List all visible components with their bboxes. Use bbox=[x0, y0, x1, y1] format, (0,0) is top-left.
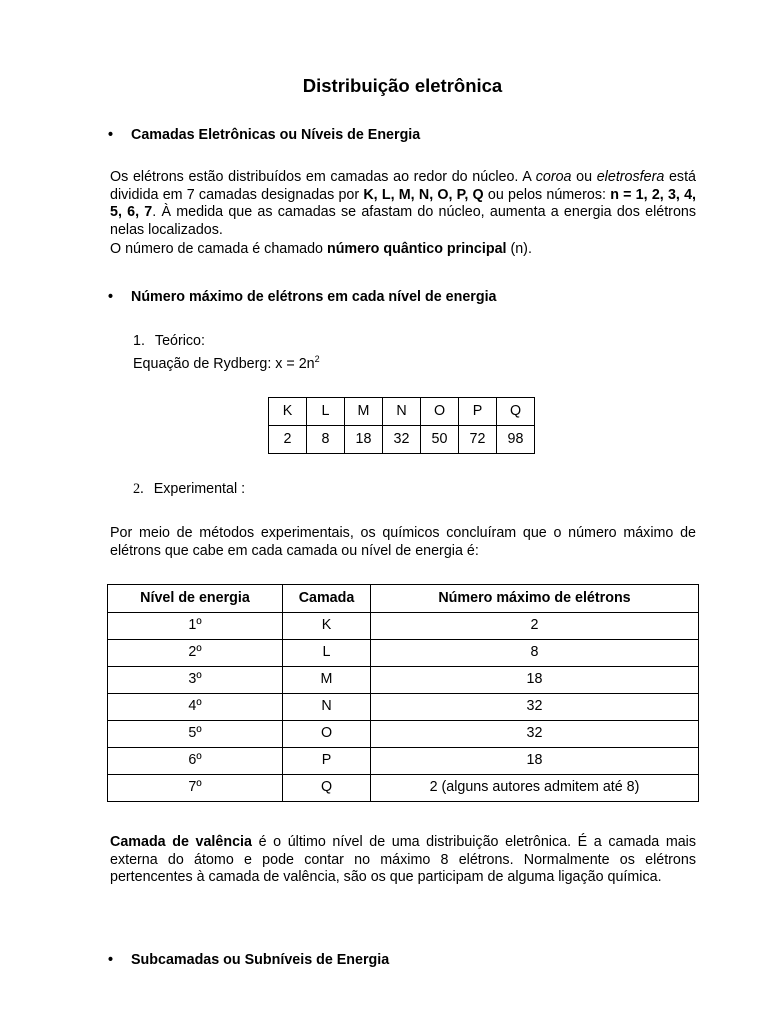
table-cell: 32 bbox=[371, 694, 699, 721]
equation-superscript: 2 bbox=[314, 354, 320, 365]
energy-levels-table bbox=[107, 584, 699, 802]
table-row bbox=[108, 775, 699, 802]
table-cell: 4º bbox=[108, 694, 283, 721]
list-number: 2. bbox=[133, 481, 144, 497]
rydberg-values-row bbox=[269, 426, 535, 454]
table-cell: 72 bbox=[459, 426, 497, 454]
text-bold: n = 1, 2, 3, 4, 5, 6, 7 bbox=[110, 186, 696, 220]
table-cell: K bbox=[283, 613, 371, 640]
table-cell: L bbox=[283, 640, 371, 667]
bullet-icon: • bbox=[108, 127, 114, 143]
table-cell: 32 bbox=[383, 426, 421, 454]
table-cell: 18 bbox=[371, 667, 699, 694]
bullet-icon: • bbox=[108, 952, 114, 968]
table-cell: L bbox=[307, 398, 345, 426]
text: O número de camada é chamado bbox=[110, 241, 327, 257]
section-heading-text: Subcamadas ou Subníveis de Energia bbox=[131, 952, 390, 968]
text-bold: número quântico principal bbox=[326, 241, 507, 257]
table-cell: 2 bbox=[269, 426, 307, 454]
rydberg-letters-row bbox=[269, 398, 535, 426]
table-cell: O bbox=[421, 398, 459, 426]
table-cell: 32 bbox=[371, 721, 699, 748]
table-cell: Q bbox=[283, 775, 371, 802]
equation-rydberg bbox=[133, 356, 320, 374]
text-bold: K, L, M, N, O, P, Q bbox=[363, 186, 484, 203]
table-cell: Q bbox=[497, 398, 535, 426]
table-row bbox=[108, 694, 699, 721]
table-cell: 8 bbox=[307, 426, 345, 454]
text: . À medida que as camadas se afastam do núcleo, aumenta a energia dos elétrons nelas localizados. bbox=[110, 204, 696, 238]
equation-text: Equação de Rydberg: x = 2n bbox=[133, 356, 315, 372]
bullet-icon: • bbox=[108, 289, 114, 305]
table-cell: M bbox=[345, 398, 383, 426]
text-bold: Camada de valência bbox=[110, 834, 252, 850]
table-row bbox=[108, 640, 699, 667]
table-row bbox=[108, 667, 699, 694]
paragraph-experimental: Por meio de métodos experimentais, os químicos concluíram que o número máximo de elétrons que cabe em cada camada ou nível de energia é: bbox=[110, 525, 696, 559]
table-cell: 2 bbox=[371, 613, 699, 640]
page-title: Distribuição eletrônica bbox=[302, 75, 503, 96]
section-heading-camadas bbox=[108, 127, 421, 145]
table-cell: 8 bbox=[371, 640, 699, 667]
table-cell: M bbox=[283, 667, 371, 694]
list-number: 1. bbox=[133, 333, 145, 349]
section-heading-text: Número máximo de elétrons em cada nível de energia bbox=[131, 289, 497, 305]
table-cell: 18 bbox=[371, 748, 699, 775]
table-row bbox=[108, 721, 699, 748]
text: é o último nível de uma distribuição eletrônica. É a camada mais externa do átomo e pode contar no máximo 8 elétrons. Normalmente os elétrons pertencentes à camada de valência, são os que participam de alguma ligação química. bbox=[110, 834, 697, 885]
text: ou bbox=[571, 169, 597, 185]
table-header: Camada bbox=[283, 585, 371, 613]
text: Os elétrons estão distribuídos em camadas ao redor do núcleo. A bbox=[110, 169, 536, 185]
rydberg-table bbox=[268, 397, 535, 454]
table-cell: 2º bbox=[108, 640, 283, 667]
table-cell: K bbox=[269, 398, 307, 426]
text: está dividida em 7 camadas designadas por bbox=[110, 169, 696, 203]
table-cell: 7º bbox=[108, 775, 283, 802]
table-cell: P bbox=[283, 748, 371, 775]
table-cell: 18 bbox=[345, 426, 383, 454]
section-heading-subcamadas bbox=[108, 952, 390, 970]
table-cell: 50 bbox=[421, 426, 459, 454]
table-header-row bbox=[108, 585, 699, 613]
table-cell: N bbox=[383, 398, 421, 426]
text-italic: eletrosfera bbox=[596, 169, 665, 185]
table-cell: P bbox=[459, 398, 497, 426]
table-cell: 2 (alguns autores admitem até 8) bbox=[371, 775, 699, 802]
paragraph-camadas bbox=[110, 169, 696, 259]
table-cell: 5º bbox=[108, 721, 283, 748]
table-row bbox=[108, 748, 699, 775]
table-cell: 98 bbox=[497, 426, 535, 454]
list-label: Experimental : bbox=[153, 481, 246, 497]
table-cell: 3º bbox=[108, 667, 283, 694]
text: (n). bbox=[506, 241, 532, 257]
list-item-experimental bbox=[133, 481, 245, 499]
text-italic: coroa bbox=[535, 169, 572, 185]
list-item-teorico bbox=[133, 333, 205, 351]
text: ou pelos números: bbox=[483, 186, 611, 203]
table-cell: N bbox=[283, 694, 371, 721]
table-cell: O bbox=[283, 721, 371, 748]
table-row bbox=[108, 613, 699, 640]
paragraph-valence bbox=[110, 834, 696, 887]
table-header: Número máximo de elétrons bbox=[371, 585, 699, 613]
table-cell: 1º bbox=[108, 613, 283, 640]
table-cell: 6º bbox=[108, 748, 283, 775]
table-header: Nível de energia bbox=[108, 585, 283, 613]
section-heading-numero-maximo bbox=[108, 289, 497, 307]
section-heading-text: Camadas Eletrônicas ou Níveis de Energia bbox=[131, 127, 421, 143]
list-label: Teórico: bbox=[154, 333, 205, 349]
